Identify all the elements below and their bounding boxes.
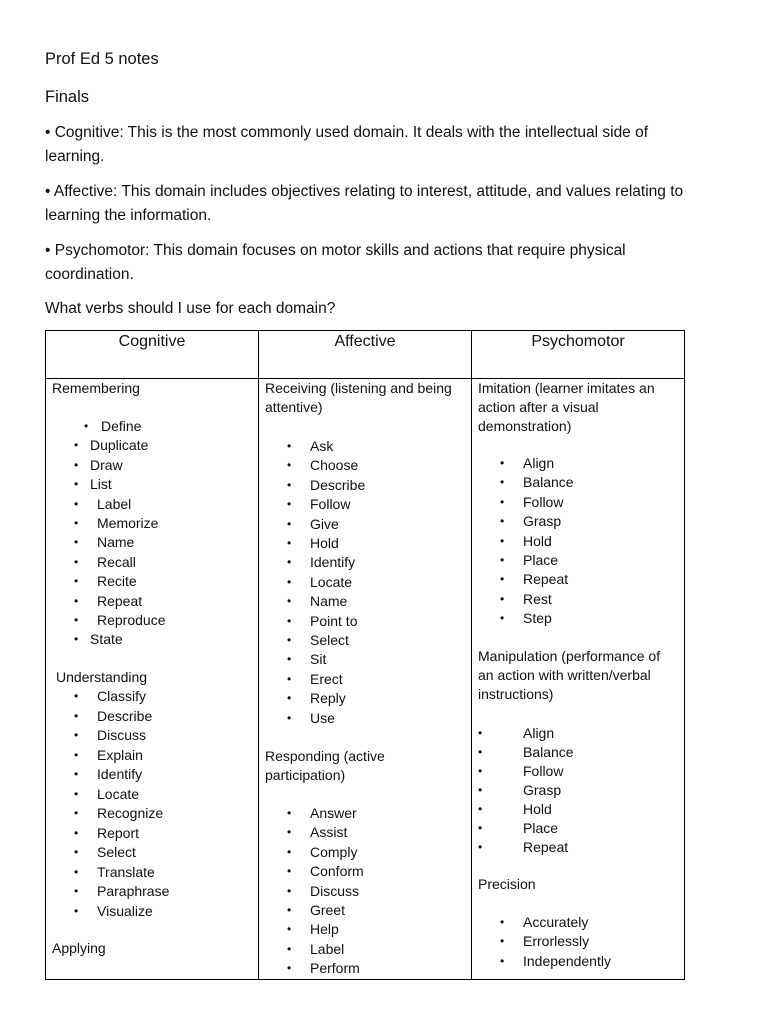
bullet-icon: •	[500, 475, 505, 490]
bullet-icon: •	[287, 710, 292, 725]
list-item-label: Classify	[97, 688, 147, 704]
list-item-label: Comply	[310, 843, 358, 860]
cell-affective	[259, 379, 472, 980]
list-item-label: Help	[310, 921, 339, 938]
subheading-responding: participation)	[265, 767, 346, 783]
list-item-label: Rest	[523, 590, 552, 607]
list-item-label: Align	[523, 455, 555, 471]
document-title: Prof Ed 5 notes	[45, 50, 159, 68]
list-item-label: Repeat	[523, 571, 569, 588]
bullet-icon: •	[500, 533, 505, 548]
bullet-icon: •	[84, 419, 89, 433]
bullet-icon: •	[74, 786, 79, 801]
bullet-icon: •	[74, 496, 79, 511]
list-item-label: Hold	[523, 532, 552, 549]
bullet-icon: •	[287, 941, 292, 956]
bullet-icon: •	[287, 691, 292, 706]
verbs-table	[45, 330, 685, 980]
psychomotor-column	[472, 379, 684, 979]
list-item-label: Step	[523, 610, 552, 627]
section-heading: Finals	[45, 88, 90, 106]
bullet-icon: •	[287, 574, 292, 589]
bullet-icon: •	[478, 783, 483, 797]
bullet-icon: •	[287, 633, 292, 647]
bullet-icon: •	[74, 554, 79, 569]
bullet-icon: •	[74, 728, 79, 742]
bullet-icon: •	[287, 497, 292, 512]
bullet-icon: •	[287, 516, 292, 531]
bullet-icon: •	[500, 553, 505, 567]
list-item-label: Select	[97, 844, 136, 860]
bullet-icon: •	[74, 767, 79, 781]
bullet-icon: •	[478, 745, 483, 759]
list-item-label: Conform	[310, 863, 364, 880]
list-item-label: Independently	[523, 952, 611, 969]
subheading-manipulation: Manipulation (performance of	[478, 648, 661, 664]
bullet-icon: •	[287, 555, 292, 570]
list-item-label: Memorize	[97, 515, 159, 531]
bullet-icon: •	[74, 806, 79, 820]
bullet-icon: •	[74, 457, 79, 472]
bullet-icon: •	[500, 934, 505, 949]
list-item-label: Define	[101, 418, 142, 434]
subheading-receiving: attentive)	[265, 399, 323, 415]
bullet-icon: •	[478, 821, 483, 835]
bullet-icon: •	[500, 591, 505, 606]
list-item-label: Place	[523, 552, 559, 568]
list-item-label: Hold	[523, 801, 552, 817]
bullet-icon: •	[500, 514, 505, 529]
subheading-remembering: Remembering	[52, 380, 140, 396]
bullet-icon: •	[287, 458, 292, 473]
list-item-label: Label	[97, 495, 132, 512]
bullet-icon: •	[287, 825, 292, 840]
bullet-icon: •	[287, 844, 292, 859]
bullet-icon: •	[287, 806, 292, 820]
table-body-row	[46, 379, 685, 980]
bullet-icon: •	[500, 572, 505, 587]
list-item-label: Follow	[310, 496, 351, 513]
paragraph-cognitive	[45, 121, 735, 168]
bullet-icon: •	[74, 613, 79, 627]
paragraph-line: coordination.	[45, 265, 134, 283]
bullet-icon: •	[74, 689, 79, 703]
cell-cognitive	[46, 379, 259, 980]
list-item-label: Repeat	[523, 839, 569, 855]
bullet-icon: •	[74, 535, 79, 550]
list-item-label: Balance	[523, 744, 574, 760]
list-item-label: Ask	[310, 438, 334, 454]
bullet-icon: •	[287, 439, 292, 453]
bullet-icon: •	[287, 903, 292, 917]
list-item-label: Duplicate	[90, 437, 149, 454]
list-item-label: Report	[97, 824, 140, 841]
bullet-icon: •	[478, 726, 483, 740]
question-text: What verbs should I use for each domain?	[45, 300, 336, 317]
subheading-imitation: action after a visual	[478, 399, 599, 415]
bullet-icon: •	[74, 516, 79, 530]
list-item-label: Paraphrase	[97, 883, 170, 899]
affective-column	[259, 379, 471, 979]
subheading-applying: Applying	[52, 940, 106, 956]
list-item-label: Describe	[97, 707, 153, 724]
list-item-label: Reproduce	[97, 612, 166, 628]
list-item-label: Point to	[310, 612, 358, 629]
list-item-label: Balance	[523, 474, 574, 491]
subheading-responding: Responding (active	[265, 748, 385, 764]
subheading-manipulation: instructions)	[478, 686, 554, 702]
bullet-icon: •	[478, 802, 483, 816]
bullet-icon: •	[287, 477, 292, 492]
bullet-icon: •	[74, 825, 79, 840]
list-item-label: Errorlessly	[523, 933, 590, 950]
list-item-label: Visualize	[97, 902, 153, 919]
list-item-label: Align	[523, 725, 555, 741]
bullet-icon: •	[74, 632, 79, 647]
list-item-label: Translate	[97, 863, 155, 880]
list-item-label: Reply	[310, 690, 346, 707]
list-item-label: Greet	[310, 902, 346, 918]
bullet-icon: •	[500, 456, 505, 470]
bullet-icon: •	[287, 961, 292, 976]
list-item-label: Repeat	[97, 592, 143, 609]
bullet-icon: •	[500, 611, 505, 626]
bullet-icon: •	[74, 747, 79, 762]
list-item-label: Select	[310, 632, 349, 648]
paragraph-affective	[45, 180, 735, 227]
bullet-icon: •	[74, 708, 79, 723]
list-item-label: Use	[310, 709, 335, 726]
paragraph-line: • Psychomotor: This domain focuses on motor skills and actions that require physical	[45, 242, 626, 259]
list-item-label: Grasp	[523, 513, 562, 530]
subheading-manipulation: an action with written/verbal	[478, 667, 651, 683]
list-item-label: List	[90, 476, 112, 493]
list-item-label: Recall	[97, 553, 136, 570]
bullet-icon: •	[74, 864, 79, 879]
list-item-label: Answer	[310, 805, 357, 821]
bullet-icon: •	[74, 845, 79, 859]
bullet-icon: •	[74, 438, 79, 453]
subheading-understanding: Understanding	[56, 669, 148, 685]
subheading-imitation: demonstration)	[478, 418, 572, 434]
list-item-label: Discuss	[97, 727, 147, 743]
list-item-label: Give	[310, 515, 339, 532]
cognitive-column	[46, 379, 258, 979]
list-item-label: Describe	[310, 476, 366, 493]
list-item-label: Name	[97, 534, 135, 551]
header-affective: Affective	[259, 331, 472, 379]
list-item-label: Draw	[90, 456, 123, 473]
list-item-label: Identify	[310, 554, 356, 571]
list-item-label: Explain	[97, 746, 143, 763]
list-item-label: Locate	[97, 785, 140, 802]
list-item-label: Perform	[310, 960, 360, 977]
header-cognitive: Cognitive	[46, 331, 259, 379]
bullet-icon: •	[287, 652, 292, 667]
paragraph-psychomotor	[45, 239, 735, 286]
bullet-icon: •	[287, 864, 292, 879]
paragraph-line: • Cognitive: This is the most commonly used domain. It deals with the intellectual side of	[45, 124, 649, 141]
bullet-icon: •	[478, 764, 483, 778]
list-item-label: Choose	[310, 457, 359, 474]
bullet-icon: •	[287, 883, 292, 898]
bullet-icon: •	[500, 915, 505, 929]
list-item-label: Erect	[310, 670, 343, 687]
list-item-label: Place	[523, 820, 559, 836]
list-item-label: Grasp	[523, 782, 562, 798]
list-item-label: Follow	[523, 763, 564, 779]
list-item-label: Label	[310, 940, 345, 957]
list-item-label: Discuss	[310, 882, 360, 899]
bullet-icon: •	[500, 494, 505, 509]
list-item-label: Assist	[310, 824, 348, 841]
paragraph-line: • Affective: This domain includes objectives relating to interest, attitude, and values relating to	[45, 183, 684, 200]
paragraph-line: learning the information.	[45, 206, 212, 224]
bullet-icon: •	[500, 953, 505, 968]
subheading-precision: Precision	[478, 876, 536, 892]
bullet-icon: •	[287, 594, 292, 609]
list-item-label: Recite	[97, 573, 137, 590]
bullet-icon: •	[287, 922, 292, 937]
list-item-label: State	[90, 631, 123, 648]
subheading-imitation: Imitation (learner imitates an	[478, 380, 655, 396]
subheading-receiving: Receiving (listening and being	[265, 380, 452, 396]
bullet-icon: •	[74, 903, 79, 918]
bullet-icon: •	[74, 574, 79, 589]
list-item-label: Name	[310, 593, 348, 610]
cell-psychomotor	[472, 379, 685, 980]
header-psychomotor: Psychomotor	[472, 331, 685, 379]
list-item-label: Hold	[310, 535, 339, 551]
list-item-label: Locate	[310, 573, 353, 590]
list-item-label: Identify	[97, 766, 143, 782]
list-item-label: Follow	[523, 493, 564, 510]
bullet-icon: •	[478, 840, 483, 854]
list-item-label: Sit	[310, 651, 327, 668]
bullet-icon: •	[287, 536, 292, 550]
list-item-label: Accurately	[523, 914, 589, 930]
bullet-icon: •	[74, 593, 79, 608]
bullet-icon: •	[287, 613, 292, 628]
paragraph-line: learning.	[45, 147, 105, 165]
list-item-label: Recognize	[97, 805, 164, 821]
table-header-row	[46, 331, 685, 379]
bullet-icon: •	[74, 884, 79, 898]
bullet-icon: •	[74, 477, 79, 492]
bullet-icon: •	[287, 671, 292, 686]
